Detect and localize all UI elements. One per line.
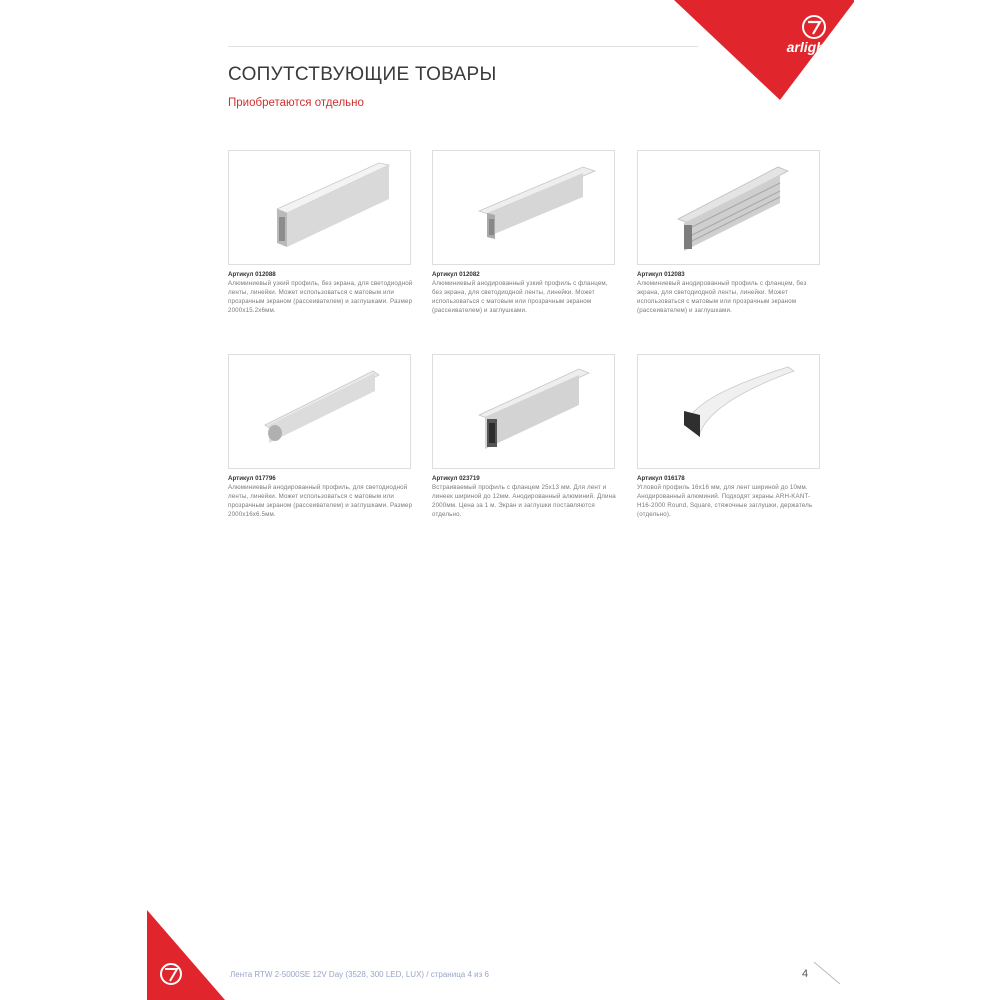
top-divider — [228, 46, 698, 47]
product-sku: Артикул 016178 — [637, 475, 685, 482]
footer-brand-corner — [147, 910, 225, 1000]
product-card[interactable] — [637, 354, 822, 519]
product-image — [637, 150, 820, 265]
product-card[interactable] — [432, 150, 617, 315]
product-description: Встраиваемый профиль с фланцем 25х13 мм. Для лент и линеек шириной до 12мм. Анодированный алюминий. Длина 2000мм. Цена за 1 м. Экран и заглушки поставляются отдельно. — [432, 484, 616, 518]
product-description: Алюминиевый узкий профиль, без экрана, для светодиодной ленты, линейки. Может использоваться с матовым или прозрачным экраном (рассеивателем) и заглушками. Размер 2000х15.2х6мм. — [228, 280, 413, 314]
product-sku: Артикул 012088 — [228, 271, 276, 278]
product-card[interactable] — [228, 150, 413, 315]
product-card[interactable] — [432, 354, 617, 519]
page-title: СОПУТСТВУЮЩИЕ ТОВАРЫ — [228, 64, 497, 85]
product-description: Алюминиевый анодированный профиль, для светодиодной ленты, линейки. Может использоваться с матовым или прозрачным экраном (рассеивателем) и заглушками. Размер 2000х16х6.5мм. — [228, 484, 413, 518]
logo-text: arlight — [786, 39, 830, 55]
footer-caption: Лента RTW 2-5000SE 12V Day (3528, 300 LED, LUX) / страница 4 из 6 — [230, 970, 489, 979]
product-image — [432, 150, 615, 265]
product-sku: Артикул 017796 — [228, 475, 276, 482]
product-description: Угловой профиль 16х16 мм, для лент шириной до 10мм. Анодированный алюминий. Подходят экраны ARH-KANT-H16-2000 Round, Square, стяжочные заглушки, держатель (отдельно). — [637, 484, 813, 518]
product-image — [228, 150, 411, 265]
product-card[interactable] — [228, 354, 413, 519]
page-subtitle: Приобретаются отдельно — [228, 97, 364, 109]
product-sku: Артикул 012083 — [637, 271, 685, 278]
page-number: 4 — [802, 968, 809, 980]
product-description: Алюминиевый анодированный узкий профиль с фланцем, без экрана, для светодиодной ленты, линейки. Может использоваться с матовым или прозрачным экраном (рассеивателем) и заглушками. — [432, 280, 608, 314]
product-sku: Артикул 023719 — [432, 475, 480, 482]
product-image — [432, 354, 615, 469]
product-description: Алюминиевый анодированный профиль с фланцем, без экрана, для светодиодной ленты, линейки. Может использоваться с матовым или прозрачным экраном (рассеивателем) и заглушками. — [637, 280, 807, 314]
product-card[interactable] — [637, 150, 822, 315]
page-corner-divider — [812, 958, 842, 988]
brand-corner-banner — [674, 0, 854, 100]
product-image — [228, 354, 411, 469]
product-image — [637, 354, 820, 469]
product-sku: Артикул 012082 — [432, 271, 480, 278]
